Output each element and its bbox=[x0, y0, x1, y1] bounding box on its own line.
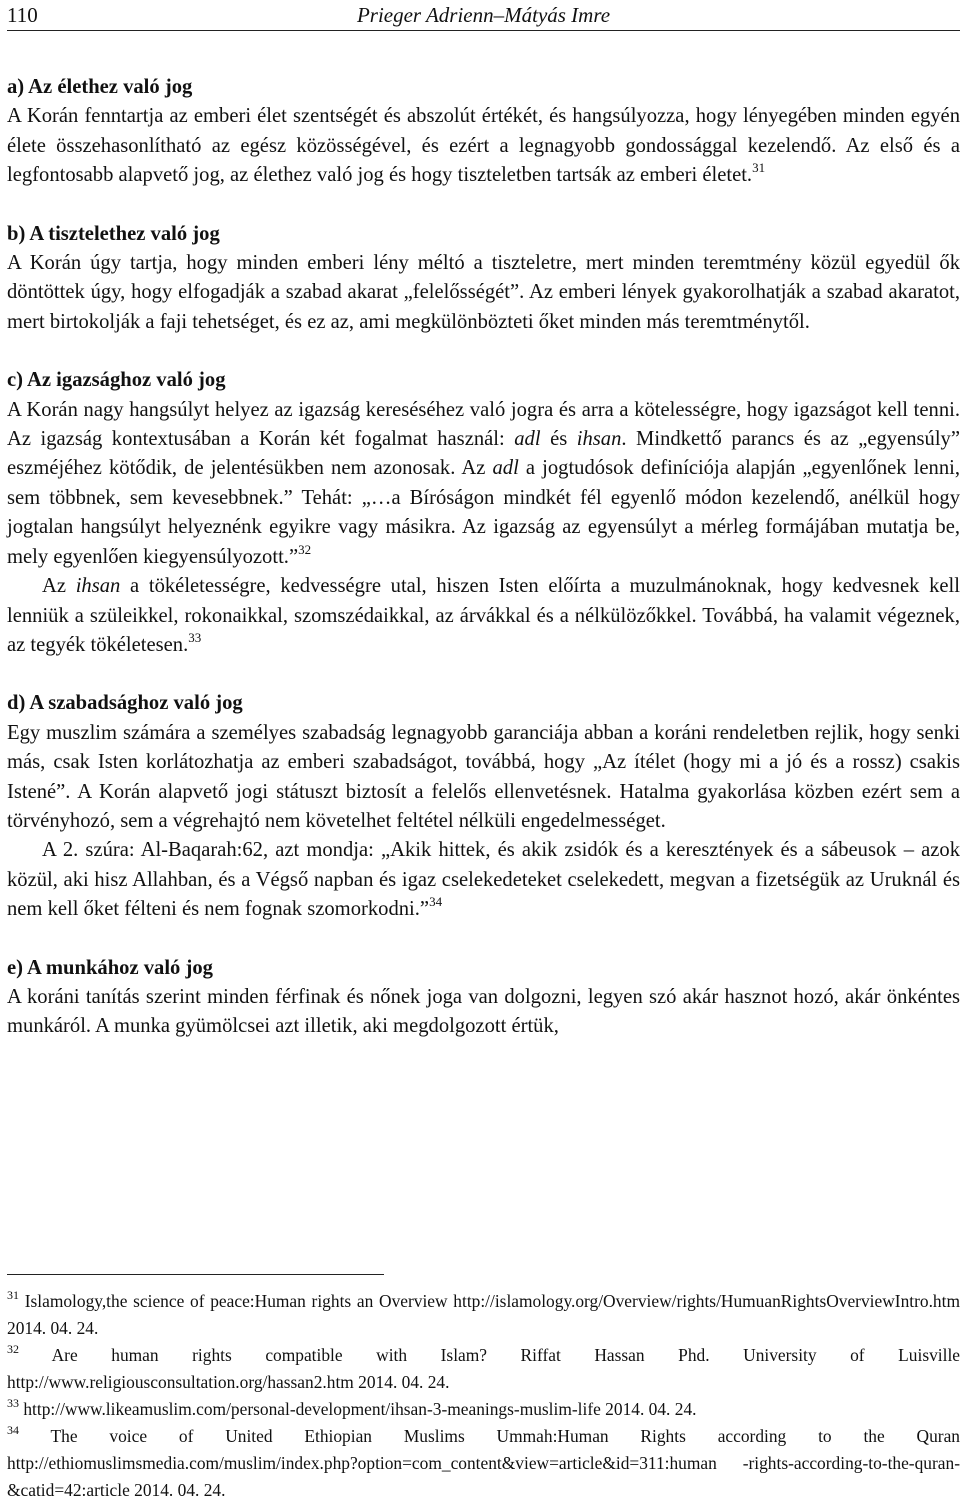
paragraph: A Korán fenntartja az emberi élet szentségét és abszolút értékét, és hangsúlyozza, hogy lényegében minden egyén élete összehasonlítható az egész közösségével, és ezért a legnagyobb gondossággal kezelendő. Az első és a legfontosabb alapvető jog, az élethez való jog és hogy tiszteletben tartsák az emberi életet.$^{31}$ bbox=[7, 105, 960, 187]
footnote-number: 34 bbox=[7, 1423, 19, 1437]
footnote-ref: 34 bbox=[429, 894, 443, 910]
footnotes bbox=[7, 1288, 960, 1504]
running-title: Prieger Adrienn–Mátyás Imre bbox=[356, 3, 611, 27]
section-heading: a) Az élethez való jog bbox=[7, 76, 193, 98]
footnote: $^{31}$ Islamology,the science of peace:Human rights an Overview http://islamology.org/Overview/rights/HumuanRightsOverviewIntro.htm 2014. 04. 24. bbox=[7, 1288, 960, 1338]
term-adl: adl bbox=[492, 457, 519, 480]
footnote-number: 32 bbox=[7, 1342, 19, 1356]
paragraph: Egy muszlim számára a személyes szabadság legnagyobb garanciája abban a koráni rendeletben rejlik, hogy senki más, csak Isten korlátozhatja az emberi szabadságot, továbbá, hogy „Az ítélet (hogy mi a jó és a rossz) csakis Istené”. A Korán alapvető jogi státuszt biztosít a felelős ellenvetésnek. Hatalma gyakorlása közben ezért sem a törvényhozó, sem a végrehajtó nem követelhet feltétel nélküli engedelmességet. bbox=[7, 721, 960, 832]
footnote-ref: 31 bbox=[752, 160, 766, 176]
section-heading: d) A szabadsághoz való jog bbox=[7, 692, 243, 715]
section-d bbox=[7, 689, 960, 924]
section-c bbox=[7, 366, 960, 660]
section-heading: b) A tisztelethez való jog bbox=[7, 222, 220, 245]
footnote: $^{33}$ http://www.likeamuslim.com/personal-development/ihsan-3-meanings-muslim-life 2014. 04. 24. bbox=[7, 1396, 697, 1419]
section-e bbox=[7, 954, 960, 1042]
term-ihsan: ihsan bbox=[75, 575, 121, 598]
footnote-ref: 33 bbox=[188, 629, 202, 645]
footnote: $^{34}$ The voice of United Ethiopian Muslims Ummah:Human Rights according to the Quran http://ethiomuslimsmedia.com/muslim/index.php?option=com_content&view=article&id=311:human -rights-according-to-the-quran-&catid=42:article 2014. 04. 24. bbox=[7, 1423, 960, 1500]
section-b bbox=[7, 220, 960, 338]
footnote-ref: 32 bbox=[298, 541, 312, 557]
section-heading: e) A munkához való jog bbox=[7, 956, 213, 979]
footnote: $^{32}$ Are human rights compatible with Islam? Riffat Hassan Phd. University of Luisville http://www.religiousconsultation.org/hassan2.htm 2014. 04. 24. bbox=[7, 1342, 960, 1392]
footnote-separator bbox=[7, 1274, 384, 1275]
paragraph: A Korán úgy tartja, hogy minden emberi lény méltó a tiszteletre, mert minden teremtmény közül egyedül ők döntöttek úgy, hogy elfogadják a szabad akarat „felelősségét”. Az emberi lények gyakorolhatják a szabad akaratot, mert birtokolják a faji tehetséget, és ez az, ami megkülönbözteti őket minden más teremtménytől. bbox=[7, 252, 960, 333]
footnote-number: 31 bbox=[7, 1288, 19, 1302]
page-number: 110 bbox=[7, 3, 38, 27]
paragraph: A Korán nagy hangsúlyt helyez az igazság kereséséhez való jogra és arra a kötelességre, hogy igazságot kell tenni. Az igazság kontextusában a Korán két fogalmat használ: adl és ihsan. Mindkettő parancs és az „egyensúly” eszméjéhez kötődik, de jelentésükben nem azonosak. Az adl a jogtudósok definíciója alapján „egyenlőnek lenni, sem többnek, sem kevesebbnek.” Tehát: „…a Bíróságon mindkét fél egyenlő módon kezelendő, anélkül hogy jogtalan hangsúlyt helyeznénk egyikre vagy másikra. Az igazság az egyensúlyt a mérleg formájában mutatja be, mely egyenlően kiegyensúlyozott.”$^{32}$ bbox=[7, 398, 960, 568]
term-ihsan: ihsan bbox=[576, 428, 622, 451]
section-heading: c) Az igazsághoz való jog bbox=[7, 369, 226, 392]
paragraph: A 2. szúra: Al-Baqarah:62, azt mondja: „Akik hittek, és akik zsidók és a keresztények és a sábeusok – azok közül, aki hisz Allahban, és a Végső napban és igaz cselekedeteket cselekedett, megvan a fizetségük az Uruknál és nem kell őket félteni és nem fognak szomorkodni.”$^{34}$ bbox=[7, 839, 960, 921]
paragraph: A koráni tanítás szerint minden férfinak és nőnek joga van dolgozni, legyen szó akár hasznot hozó, akár önkéntes munkáról. A munka gyümölcsei azt illetik, aki megdolgozott értük, bbox=[7, 985, 960, 1038]
paragraph: Az ihsan a tökéletességre, kedvességre utal, hiszen Isten előírta a muzulmánoknak, hogy kedvesnek kell lenniük a szüleikkel, rokonaikkal, szomszédaikkal, az árvákkal és a nélkülözőkkel. Továbbá, ha valamit végeznek, az tegyék tökéletesen.$^{33}$ bbox=[7, 575, 960, 656]
section-a bbox=[7, 73, 960, 191]
body-text bbox=[7, 73, 960, 1042]
page-header bbox=[7, 0, 960, 31]
footnote-number: 33 bbox=[7, 1396, 19, 1410]
term-adl: adl bbox=[514, 428, 541, 451]
